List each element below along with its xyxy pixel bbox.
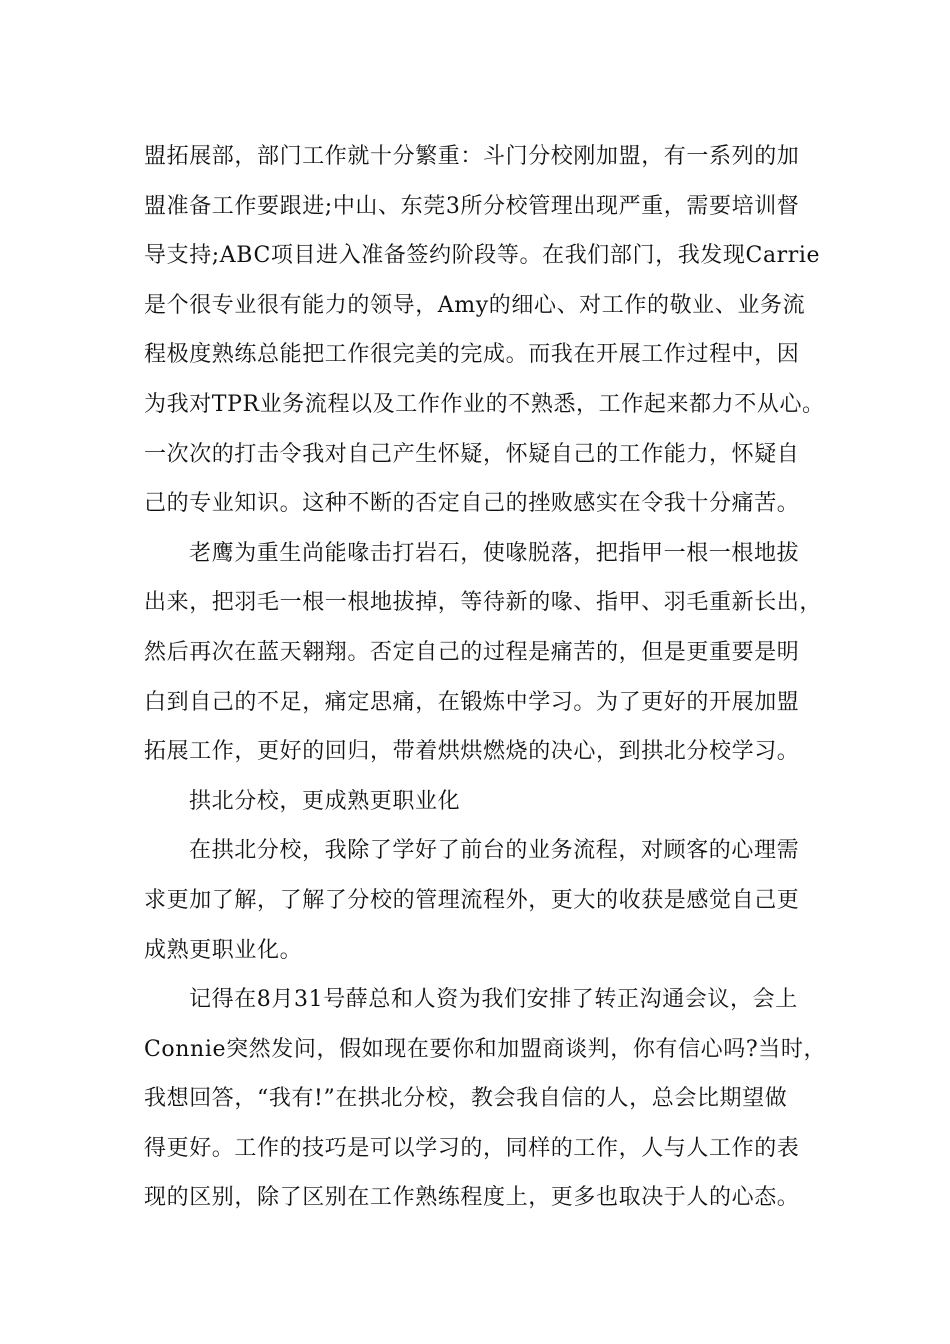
text-line: 白到自己的不足，痛定思痛，在锻炼中学习。为了更好的开展加盟 [144, 689, 800, 715]
text-line: 现的区别，除了区别在工作熟练程度上，更多也取决于人的心态。 [144, 1185, 800, 1211]
text-line: 程极度熟练总能把工作很完美的完成。而我在开展工作过程中，因 [144, 342, 800, 368]
text-line: 我想回答，“我有!”在拱北分校，教会我自信的人，总会比期望做 [144, 1086, 788, 1112]
text-line: 拓展工作，更好的回归，带着烘烘燃烧的决心，到拱北分校学习。 [144, 739, 800, 765]
text-line: 然后再次在蓝天翱翔。否定自己的过程是痛苦的，但是更重要是明 [144, 639, 800, 665]
text-line: 是个很专业很有能力的领导，Amy的细心、对工作的敬业、业务流 [144, 292, 806, 318]
text-line: Connie突然发问，假如现在要你和加盟商谈判，你有信心吗?当时， [144, 1036, 827, 1062]
text-line: 出来，把羽毛一根一根地拔掉，等待新的喙、指甲、羽毛重新长出， [144, 590, 823, 616]
document-body [144, 132, 827, 1223]
text-line: 盟准备工作要跟进;中山、东莞3所分校管理出现严重，需要培训督 [144, 193, 800, 219]
section-heading: 拱北分校，更成熟更职业化 [189, 788, 461, 814]
text-line: 成熟更职业化。 [144, 937, 303, 963]
text-line: 盟拓展部，部门工作就十分繁重：斗门分校刚加盟，有一系列的加 [144, 144, 800, 169]
paragraph-first-line: 在拱北分校，我除了学好了前台的业务流程，对顾客的心理需 [189, 838, 800, 864]
text-line: 为我对TPR业务流程以及工作作业的不熟悉，工作起来都力不从心。 [144, 391, 825, 417]
text-line: 己的专业知识。这种不断的否定自己的挫败感实在令我十分痛苦。 [144, 491, 800, 517]
text-line: 一次次的打击令我对自己产生怀疑，怀疑自己的工作能力，怀疑自 [144, 441, 800, 467]
paragraph-first-line: 记得在8月31号薛总和人资为我们安排了转正沟通会议，会上 [189, 987, 798, 1013]
paragraph-first-line: 老鹰为重生尚能喙击打岩石，使喙脱落，把指甲一根一根地拔 [189, 540, 800, 566]
text-line: 求更加了解，了解了分校的管理流程外，更大的收获是感觉自己更 [144, 887, 800, 913]
text-line: 导支持;ABC项目进入准备签约阶段等。在我们部门，我发现Carrie [144, 243, 821, 269]
text-line: 得更好。工作的技巧是可以学习的，同样的工作，人与人工作的表 [144, 1135, 800, 1161]
